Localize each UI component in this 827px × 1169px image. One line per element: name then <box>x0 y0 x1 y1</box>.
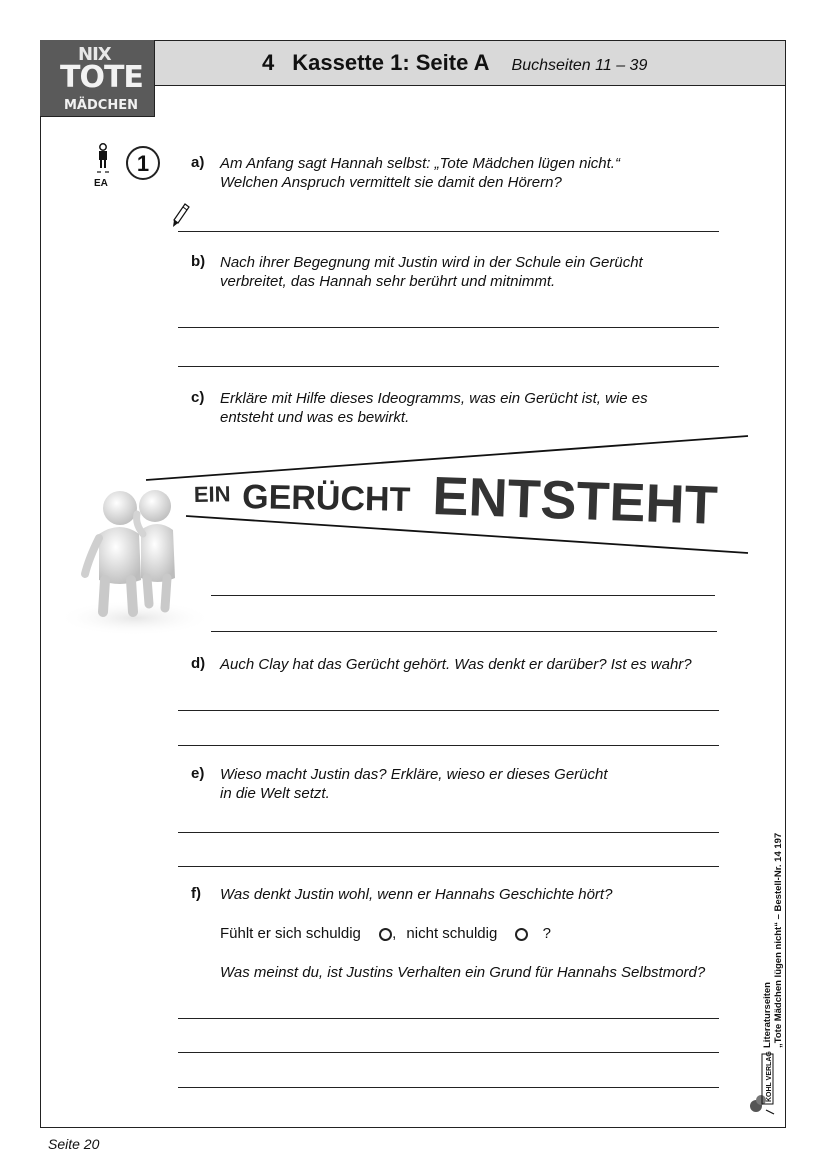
answer-line[interactable] <box>178 745 719 746</box>
kohl-verlag-logo <box>748 1048 776 1116</box>
answer-line[interactable] <box>178 1018 719 1019</box>
chapter-title: Kassette 1: Seite A <box>292 50 490 75</box>
question-a-label: a) <box>191 154 205 171</box>
answer-line[interactable] <box>178 710 719 711</box>
choice-separator: , <box>392 925 397 942</box>
answer-line[interactable] <box>178 866 719 867</box>
publisher-line2: „Tote Mädchen lügen nicht“ – Bestell-Nr. 14 197 <box>773 832 784 1048</box>
publisher-info <box>762 833 784 1048</box>
choice-option-not-guilty: nicht schuldig <box>406 925 498 942</box>
whispering-figures-image <box>55 468 215 636</box>
question-e-text: Wieso macht Justin das? Erkläre, wieso er dieses Gerücht in die Welt setzt. <box>220 766 608 802</box>
rumor-ideogram <box>140 430 752 560</box>
ideogram-word-3: ENTSTEHT <box>431 466 719 536</box>
answer-line[interactable] <box>211 595 715 596</box>
question-c-label: c) <box>191 389 205 406</box>
question-c-text: Erkläre mit Hilfe dieses Ideogramms, was ein Gerücht ist, wie es entsteht und was es bewirkt. <box>220 390 648 426</box>
question-e-label: e) <box>191 765 205 782</box>
answer-line[interactable] <box>178 1052 719 1053</box>
work-mode-label: EA <box>94 178 108 189</box>
answer-line[interactable] <box>211 631 717 632</box>
book-pages: Buchseiten 11 – 39 <box>511 57 648 74</box>
page-title <box>262 50 647 76</box>
task-number: 1 <box>126 146 160 180</box>
question-d-text: Auch Clay hat das Gerücht gehört. Was denkt er darüber? Ist es wahr? <box>220 656 692 673</box>
chapter-number: 4 <box>262 50 275 75</box>
logo-line1: NIX <box>78 44 111 65</box>
answer-line[interactable] <box>178 832 719 833</box>
book-logo <box>40 40 155 117</box>
ideogram-word-1: EIN <box>193 481 231 507</box>
pencil-icon <box>172 203 190 229</box>
logo-line3: MÄDCHEN <box>64 98 138 113</box>
question-f-label: f) <box>191 885 201 902</box>
guilty-radio[interactable] <box>379 928 392 941</box>
page-number: Seite 20 <box>48 1136 100 1152</box>
logo-line2: TOTE <box>60 60 143 95</box>
question-f-text: Was denkt Justin wohl, wenn er Hannahs Geschichte hört? <box>220 886 613 903</box>
publisher-line1: Literaturseiten <box>762 982 773 1048</box>
answer-line[interactable] <box>178 327 719 328</box>
choice-prompt: Fühlt er sich schuldig <box>220 925 361 942</box>
question-a-text: Am Anfang sagt Hannah selbst: „Tote Mädchen lügen nicht.“ Welchen Anspruch vermittelt sie damit den Hörern? <box>220 155 620 191</box>
question-d-label: d) <box>191 655 206 672</box>
kohl-verlag-wordmark: KOHL VERLAG <box>766 1051 773 1102</box>
question-f-text-2: Was meinst du, ist Justins Verhalten ein Grund für Hannahs Selbstmord? <box>220 964 706 981</box>
not-guilty-radio[interactable] <box>515 928 528 941</box>
answer-line[interactable] <box>178 366 719 367</box>
answer-line[interactable] <box>178 231 719 232</box>
choice-end: ? <box>542 925 551 942</box>
question-b-text: Nach ihrer Begegnung mit Justin wird in der Schule ein Gerücht verbreitet, das Hannah sehr berührt und mitnimmt. <box>220 254 643 290</box>
question-b-label: b) <box>191 253 206 270</box>
answer-line[interactable] <box>178 1087 719 1088</box>
ideogram-word-2: GERÜCHT <box>241 478 411 519</box>
guilt-choice <box>220 925 551 942</box>
person-icon <box>97 143 109 173</box>
